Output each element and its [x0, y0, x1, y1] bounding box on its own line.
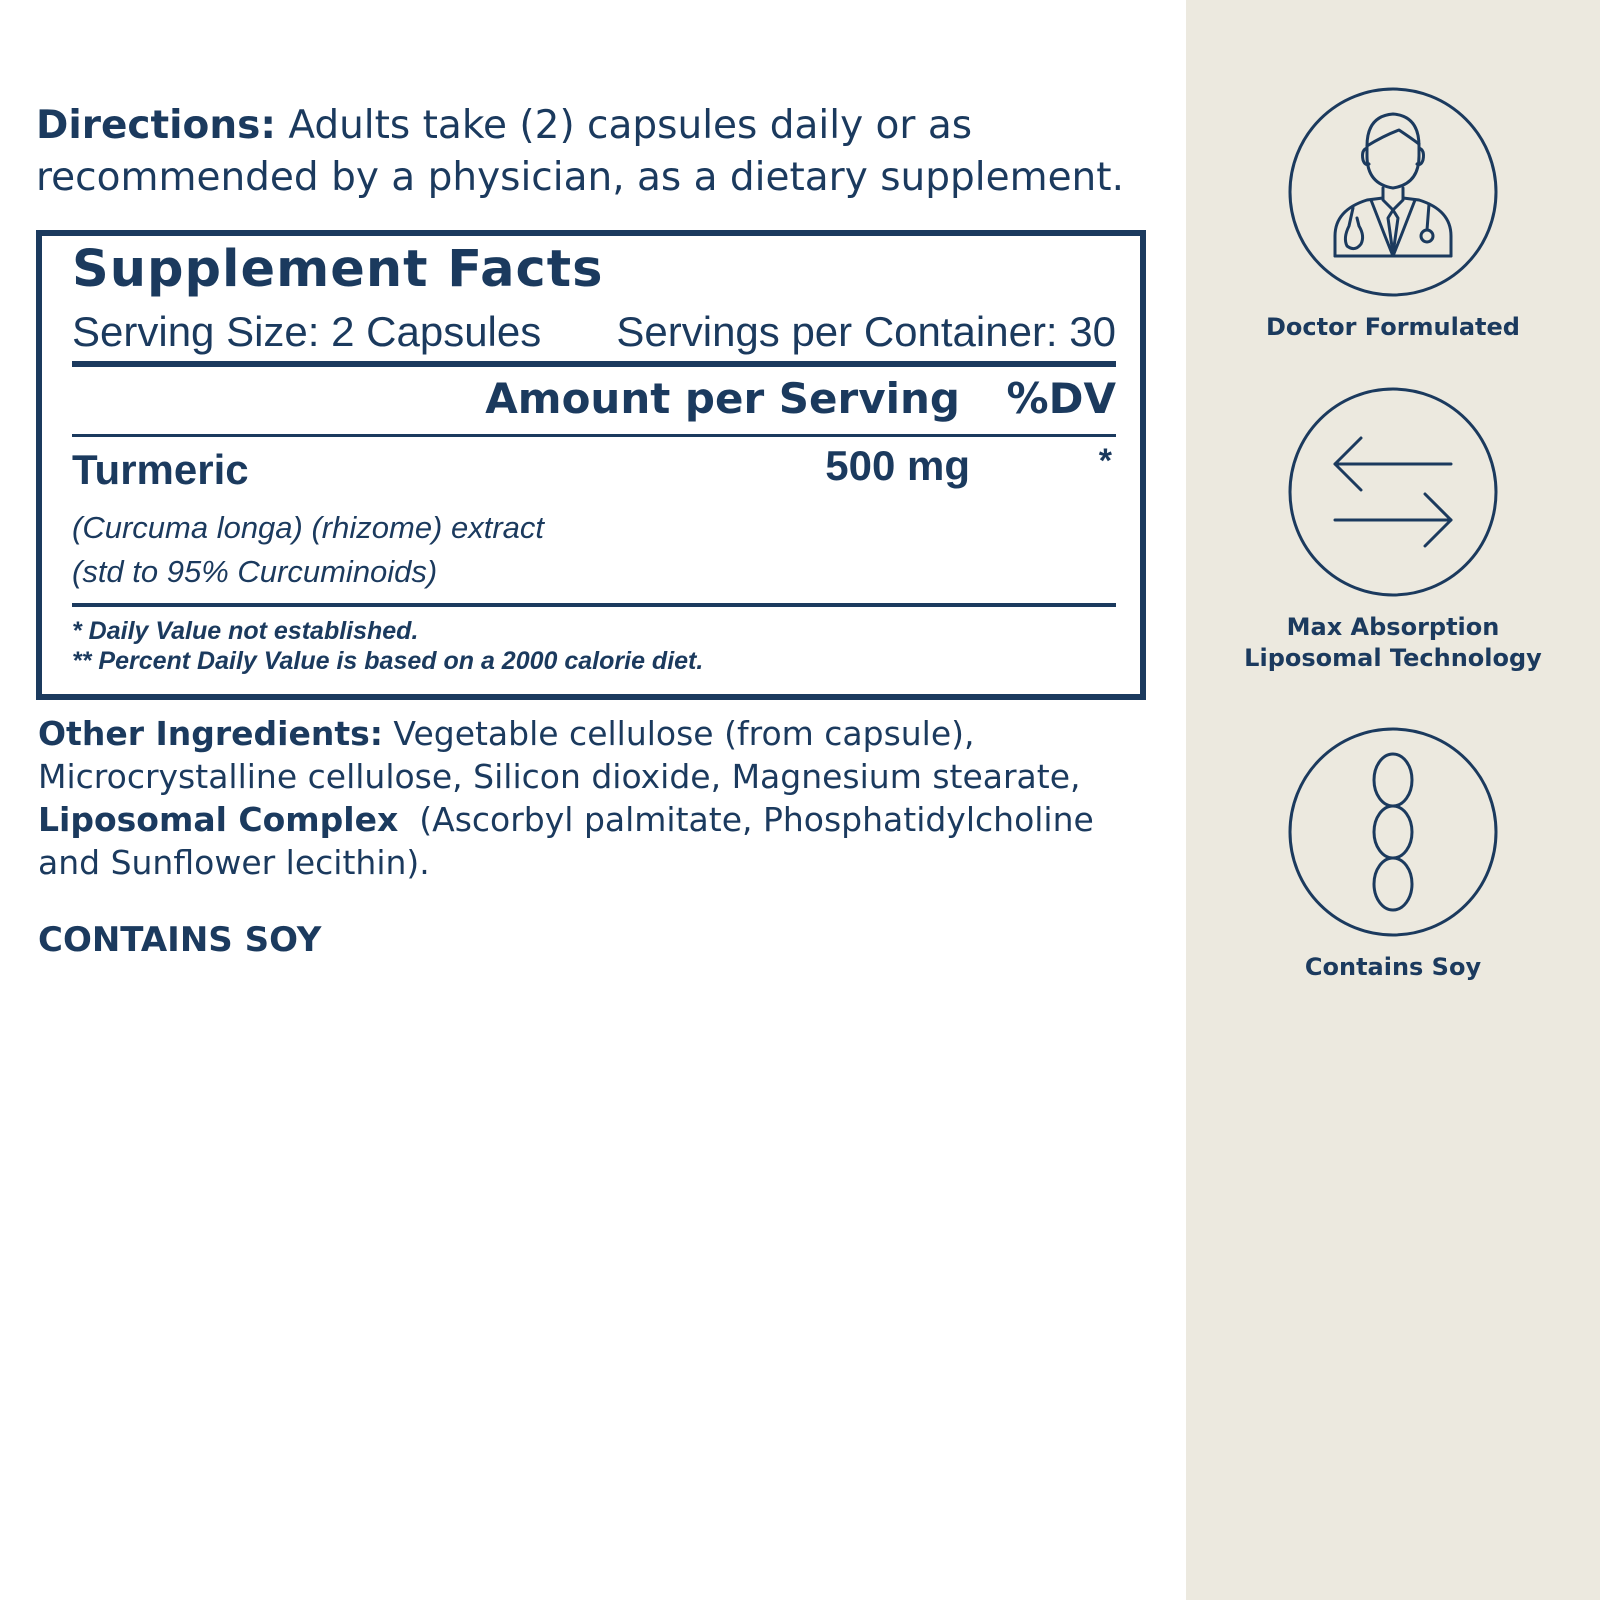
divider-thick — [72, 361, 1116, 367]
directions-body: Adults take (2) capsules daily or as recommended by a physician, as a dietary supplement. — [36, 103, 1124, 200]
divider-low — [72, 603, 1116, 607]
ingredient-name: Turmeric — [72, 446, 249, 493]
servings-per-container: Servings per Container: 30 — [616, 308, 1116, 355]
footnote-1: * Daily Value not established. — [72, 617, 419, 645]
ingredient-description — [72, 506, 544, 594]
other-ingredients — [38, 712, 1158, 884]
soy-pod-icon — [1287, 726, 1499, 938]
badge-contains-soy — [1186, 726, 1600, 983]
liposomal-complex-label: Liposomal Complex — [38, 800, 399, 839]
dv-header: %DV — [1006, 374, 1116, 423]
contains-soy-warning: CONTAINS SOY — [38, 920, 322, 960]
badge-label-absorption: Max Absorption Liposomal Technology — [1244, 613, 1542, 672]
supplement-facts-panel — [36, 230, 1146, 700]
serving-size: Serving Size: 2 Capsules — [72, 308, 542, 355]
divider-mid — [72, 434, 1116, 437]
other-ingredients-text2: (Ascorbyl palmitate, Phosphatidylcholine and Sunflower lecithin). — [38, 800, 1105, 882]
footnote-2: ** Percent Daily Value is based on a 2000 calorie diet. — [72, 647, 704, 675]
badge-doctor-formulated — [1186, 86, 1600, 343]
footnotes — [72, 616, 703, 676]
badge-label-soy: Contains Soy — [1304, 953, 1482, 981]
directions-label: Directions: — [36, 103, 276, 148]
arrows-exchange-icon — [1287, 386, 1499, 598]
ingredient-amount: 500 mg — [825, 442, 970, 489]
facts-title: Supplement Facts — [72, 240, 604, 299]
ingredient-desc-line1: (Curcuma longa) (rhizome) extract — [72, 510, 545, 545]
directions-text — [36, 100, 1156, 204]
badge-max-absorption — [1186, 386, 1600, 674]
other-ingredients-label: Other Ingredients: — [38, 714, 383, 753]
ingredient-dv: * — [1098, 442, 1112, 480]
amount-per-serving-header: Amount per Serving — [485, 374, 960, 423]
other-ingredients-text1: Vegetable cellulose (from capsule), Microcrystalline cellulose, Silicon dioxide, Magnesium stearate, — [38, 714, 1081, 796]
doctor-icon — [1287, 86, 1499, 298]
badge-label-doctor: Doctor Formulated — [1266, 313, 1520, 341]
ingredient-desc-line2: (std to 95% Curcuminoids) — [72, 554, 438, 589]
